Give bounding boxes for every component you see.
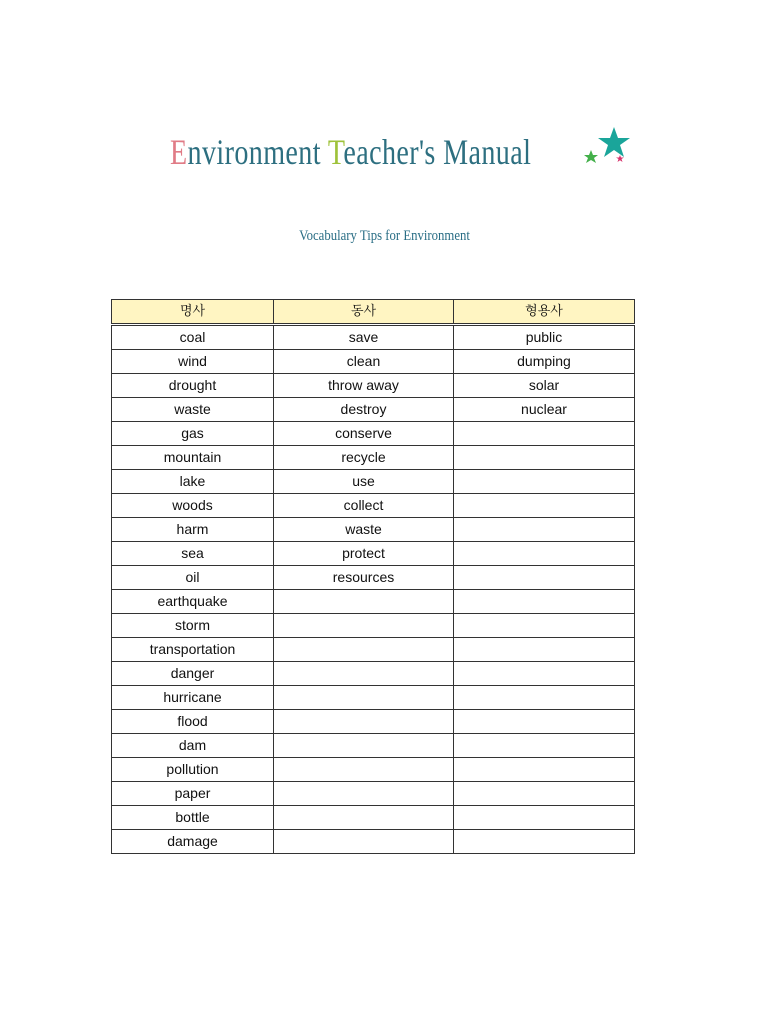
noun-cell: sea	[112, 542, 274, 566]
table-row	[112, 734, 635, 758]
verb-cell: waste	[274, 518, 454, 542]
adjective-cell	[454, 830, 635, 854]
title-second-letter: T	[327, 132, 344, 172]
noun-cell: oil	[112, 566, 274, 590]
table-row	[112, 398, 635, 422]
noun-cell: storm	[112, 614, 274, 638]
adjective-cell	[454, 734, 635, 758]
verb-cell	[274, 734, 454, 758]
table-row	[112, 782, 635, 806]
verb-cell: save	[274, 325, 454, 350]
verb-cell	[274, 710, 454, 734]
table-row	[112, 494, 635, 518]
green-star-icon	[584, 150, 598, 163]
noun-cell: bottle	[112, 806, 274, 830]
noun-cell: pollution	[112, 758, 274, 782]
adjective-cell	[454, 782, 635, 806]
verb-cell	[274, 830, 454, 854]
adjective-cell	[454, 566, 635, 590]
adjective-cell: public	[454, 325, 635, 350]
verb-cell: collect	[274, 494, 454, 518]
verb-cell: use	[274, 470, 454, 494]
table-row	[112, 830, 635, 854]
header-nouns: 명사	[112, 300, 274, 325]
table-row	[112, 325, 635, 350]
verb-cell	[274, 590, 454, 614]
table-row	[112, 542, 635, 566]
adjective-cell	[454, 542, 635, 566]
table-row	[112, 662, 635, 686]
table-row	[112, 614, 635, 638]
adjective-cell	[454, 494, 635, 518]
adjective-cell	[454, 590, 635, 614]
verb-cell: conserve	[274, 422, 454, 446]
noun-cell: drought	[112, 374, 274, 398]
verb-cell	[274, 662, 454, 686]
noun-cell: harm	[112, 518, 274, 542]
verb-cell: protect	[274, 542, 454, 566]
adjective-cell	[454, 446, 635, 470]
adjective-cell: dumping	[454, 350, 635, 374]
subtitle-text: Vocabulary Tips for Environment	[298, 228, 470, 244]
page-subtitle	[0, 228, 768, 245]
teal-star-icon	[598, 127, 630, 157]
noun-cell: waste	[112, 398, 274, 422]
table-row	[112, 806, 635, 830]
table-row	[112, 422, 635, 446]
adjective-cell	[454, 518, 635, 542]
noun-cell: dam	[112, 734, 274, 758]
adjective-cell	[454, 422, 635, 446]
noun-cell: lake	[112, 470, 274, 494]
table-row	[112, 374, 635, 398]
table-row	[112, 590, 635, 614]
noun-cell: wind	[112, 350, 274, 374]
table-row	[112, 686, 635, 710]
adjective-cell: nuclear	[454, 398, 635, 422]
noun-cell: flood	[112, 710, 274, 734]
verb-cell	[274, 806, 454, 830]
table-row	[112, 638, 635, 662]
adjective-cell	[454, 686, 635, 710]
adjective-cell	[454, 662, 635, 686]
stars-icon	[578, 124, 634, 170]
table-row	[112, 350, 635, 374]
header-verbs: 동사	[274, 300, 454, 325]
noun-cell: coal	[112, 325, 274, 350]
adjective-cell: solar	[454, 374, 635, 398]
page-title	[170, 128, 531, 176]
adjective-cell	[454, 710, 635, 734]
verb-cell	[274, 638, 454, 662]
title-part-2: eacher's Manual	[343, 132, 532, 172]
verb-cell: throw away	[274, 374, 454, 398]
verb-cell	[274, 782, 454, 806]
noun-cell: earthquake	[112, 590, 274, 614]
table-row	[112, 566, 635, 590]
verb-cell: clean	[274, 350, 454, 374]
noun-cell: gas	[112, 422, 274, 446]
noun-cell: hurricane	[112, 686, 274, 710]
noun-cell: transportation	[112, 638, 274, 662]
noun-cell: mountain	[112, 446, 274, 470]
title-first-letter: E	[170, 132, 188, 172]
table-row	[112, 758, 635, 782]
verb-cell: recycle	[274, 446, 454, 470]
noun-cell: paper	[112, 782, 274, 806]
table-row	[112, 518, 635, 542]
noun-cell: danger	[112, 662, 274, 686]
vocabulary-table	[111, 299, 635, 854]
header-adjectives: 형용사	[454, 300, 635, 325]
verb-cell: resources	[274, 566, 454, 590]
adjective-cell	[454, 614, 635, 638]
adjective-cell	[454, 806, 635, 830]
adjective-cell	[454, 470, 635, 494]
adjective-cell	[454, 758, 635, 782]
table-header-row	[112, 300, 635, 325]
table-row	[112, 710, 635, 734]
adjective-cell	[454, 638, 635, 662]
noun-cell: woods	[112, 494, 274, 518]
table-row	[112, 470, 635, 494]
table-body	[112, 325, 635, 854]
verb-cell	[274, 758, 454, 782]
table-row	[112, 446, 635, 470]
title-part-1: nvironment	[187, 132, 328, 172]
verb-cell	[274, 686, 454, 710]
verb-cell: destroy	[274, 398, 454, 422]
noun-cell: damage	[112, 830, 274, 854]
verb-cell	[274, 614, 454, 638]
